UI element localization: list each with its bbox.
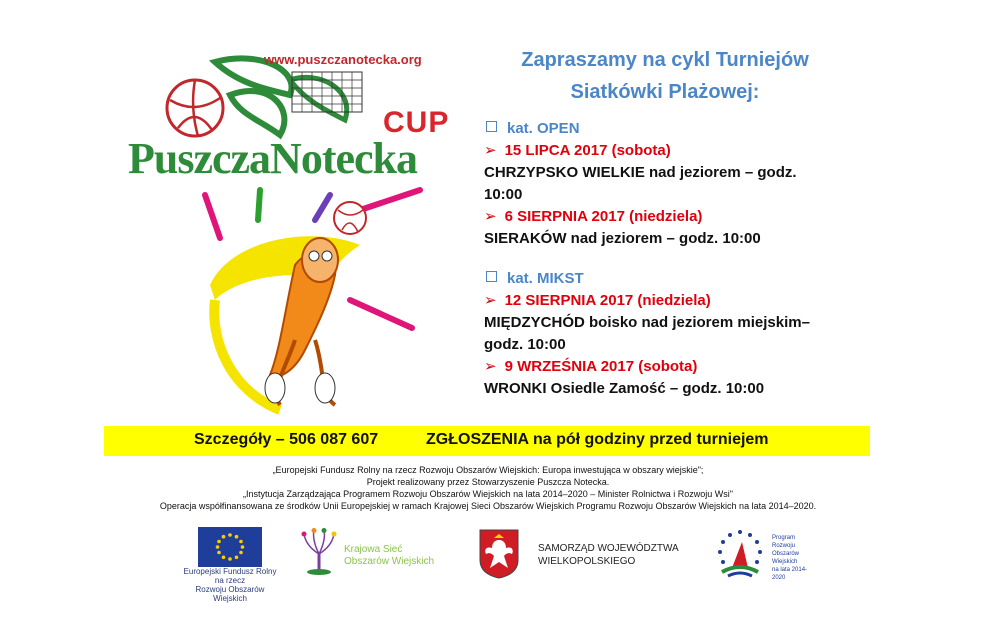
prow-stars-icon (712, 528, 768, 580)
category-mikst (484, 268, 864, 290)
website-url: www.puszczanotecka.org (264, 52, 422, 67)
event-time: 10:00 (484, 186, 523, 203)
brand-name: PuszczaNotecka (128, 134, 418, 183)
prow-label-2: Rozwoju (772, 543, 796, 549)
event-place: SIERAKÓW nad jeziorem – godz. 10:00 (484, 230, 761, 247)
prow-label-5: na lata 2014-2020 (772, 567, 808, 581)
prow-label-1: Program (772, 535, 796, 541)
eu-logo (180, 527, 280, 603)
event-date-text: 6 SIERPNIA 2017 (niedziela) (504, 208, 703, 225)
category-label: kat. MIKST (507, 270, 584, 287)
arrow-bullet-icon: ➢ (484, 292, 497, 309)
event-date (484, 206, 864, 228)
ksow-label-2: Obszarów Wiejskich (344, 556, 435, 567)
event-date (484, 356, 864, 378)
registration-info: ZGŁOSZENIA na pół godziny przed turniejem (426, 431, 769, 448)
wielkopolska-coat-of-arms-icon (478, 528, 520, 580)
invitation-heading (470, 44, 860, 108)
event-place: MIĘDZYCHÓD boisko nad jeziorem miejskim– (484, 314, 810, 331)
footer-line: Operacja współfinansowana ze środków Unii Europejskiej w ramach Krajowej Sieci Obszarów Wiejskich Programu Rozwoju Obszarów Wiejskich na lata 2014–2020. (159, 501, 817, 511)
event-date-text: 9 WRZEŚNIA 2017 (sobota) (504, 358, 698, 375)
footer-line: „Instytucja Zarządzająca Programem Rozwoju Obszarów Wiejskich na lata 2014–2020 – Minister Rolnictwa i Rozwoju Wsi" (243, 489, 733, 499)
samorzad-label-2: WIELKOPOLSKIEGO (538, 556, 636, 567)
event-time: godz. 10:00 (484, 336, 566, 353)
event-place: WRONKI Osiedle Zamość – godz. 10:00 (484, 380, 765, 397)
event-place: CHRZYPSKO WIELKIE nad jeziorem – godz. (484, 164, 797, 181)
ksow-label-1: Krajowa Sieć (344, 544, 403, 555)
samorzad-label (538, 542, 679, 568)
category-open (484, 118, 864, 140)
arrow-bullet-icon: ➢ (484, 358, 497, 375)
prow-label-3: Obszarów (772, 551, 800, 557)
prow-logo (712, 528, 812, 580)
cup-label: CUP (383, 106, 450, 139)
contact-details: Szczegóły – 506 087 607 (194, 431, 379, 448)
checkbox-bullet-icon (486, 271, 497, 282)
heading-line-1: Zapraszamy na cykl Turniejów (521, 49, 809, 71)
ksow-tree-icon (298, 528, 340, 576)
category-label: kat. OPEN (507, 120, 580, 137)
tournament-schedule (484, 118, 864, 400)
event-date-text: 15 LIPCA 2017 (sobota) (504, 142, 671, 159)
event-date-text: 12 SIERPNIA 2017 (niedziela) (504, 292, 711, 309)
heading-line-2: Siatkówki Plażowej: (570, 81, 760, 103)
funding-footer (100, 464, 876, 512)
event-date (484, 290, 864, 312)
eu-flag-icon (198, 527, 262, 567)
footer-line: „Europejski Fundusz Rolny na rzecz Rozwoju Obszarów Wiejskich: Europa inwestująca w obszary wiejskie"; (272, 465, 704, 475)
prow-label-4: Wiejskich (772, 559, 798, 565)
eu-logo-label-2: Rozwoju Obszarów Wiejskich (195, 585, 265, 603)
arrow-bullet-icon: ➢ (484, 208, 497, 225)
checkbox-bullet-icon (486, 121, 497, 132)
eu-logo-label-1: Europejski Fundusz Rolny na rzecz (183, 567, 277, 585)
ksow-logo (298, 528, 448, 578)
samorzad-label-1: SAMORZĄD WOJEWÓDZTWA (538, 543, 679, 554)
event-date (484, 140, 864, 162)
footer-line: Projekt realizowany przez Stowarzyszenie Puszcza Notecka. (366, 477, 610, 487)
prow-label (772, 534, 812, 582)
arrow-bullet-icon: ➢ (484, 142, 497, 159)
